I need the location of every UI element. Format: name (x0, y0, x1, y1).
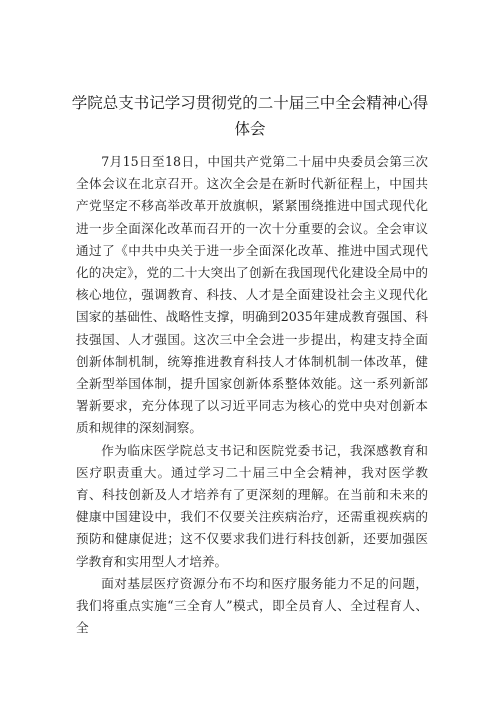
document-title: 学院总支书记学习贯彻党的二十届三中全会精神心得体会 (71, 94, 429, 138)
paragraph-2: 作为临床医学院总支书记和医院党委书记，我深感教育和医疗职责重大。通过学习二十届三中全会精神，我对医学教育、科技创新及人才培养有了更深刻的理解。在当前和未来的健康中国建设中，我们不仅要关注疾病治疗，还需重视疾病的预防和健康促进；这不仅要求我们进行科技创新，还要加强医学教育和实用型人才培养。 (76, 442, 428, 569)
paragraph-3: 面对基层医疗资源分布不均和医疗服务能力不足的问题，我们将重点实施“三全育人”模式，即全员育人、全过程育人、全 (76, 575, 428, 636)
document-body (76, 151, 428, 639)
paragraph-1: 7月15日至18日，中国共产党第二十届中央委员会第三次全体会议在北京召开。这次全会是在新时代新征程上，中国共产党坚定不移高举改革开放旗帜，紧紧围绕推进中国式现代化进一步全面深化改革而召开的一次十分重要的会议。全会审议通过了《中共中央关于进一步全面深化改革、推进中国式现代化的决定》，党的二十大突出了创新在我国现代化建设全局中的核心地位，强调教育、科技、人才是全面建设社会主义现代化国家的基础性、战略性支撑，明确到2035年建成教育强国、科技强国、人才强国。这次三中全会进一步提出，构建支持全面创新体制机制，统筹推进教育科技人才体制机制一体改革，健全新型举国体制，提升国家创新体系整体效能。这一系列新部署新要求，充分体现了以习近平同志为核心的党中央对创新本质和规律的深刻洞察。 (76, 154, 428, 436)
